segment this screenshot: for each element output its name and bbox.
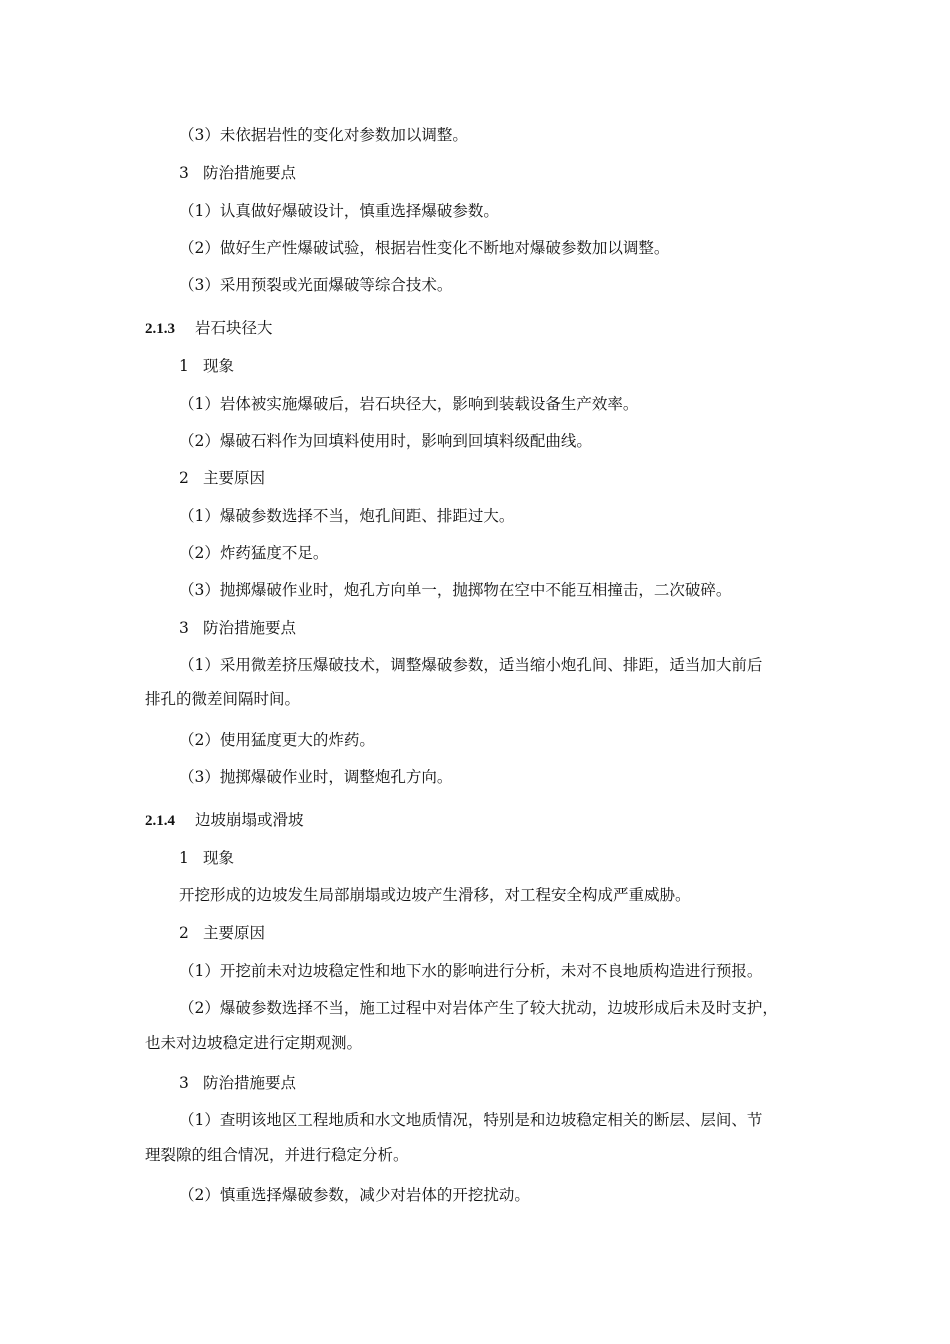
list-item: （3）抛掷爆破作业时，炮孔方向单一，抛掷物在空中不能互相撞击，二次破碎。 (179, 581, 732, 599)
section-heading: 2.1.3 岩石块径大 (145, 319, 273, 337)
list-item: （1）认真做好爆破设计，慎重选择爆破参数。 (179, 202, 499, 220)
list-item-continuation: 排孔的微差间隔时间。 (145, 690, 301, 708)
list-item: （1）开挖前未对边坡稳定性和地下水的影响进行分析，未对不良地质构造进行预报。 (179, 962, 763, 980)
subsection-heading: 3 防治措施要点 (179, 1074, 297, 1092)
list-item: （2）做好生产性爆破试验，根据岩性变化不断地对爆破参数加以调整。 (179, 239, 670, 257)
list-item: （1）岩体被实施爆破后，岩石块径大，影响到装载设备生产效率。 (179, 395, 639, 413)
list-item: （2）慎重选择爆破参数，减少对岩体的开挖扰动。 (179, 1186, 530, 1204)
list-item-continuation: 理裂隙的组合情况，并进行稳定分析。 (145, 1146, 409, 1164)
subsection-heading: 1 现象 (179, 849, 235, 867)
list-item: （1）采用微差挤压爆破技术，调整爆破参数，适当缩小炮孔间、排距，适当加大前后 (179, 656, 763, 674)
list-item: （2）炸药猛度不足。 (179, 544, 329, 562)
list-item: （1）爆破参数选择不当，炮孔间距、排距过大。 (179, 507, 515, 525)
list-item-continuation: 也未对边坡稳定进行定期观测。 (145, 1034, 363, 1052)
list-item: （1）查明该地区工程地质和水文地质情况，特别是和边坡稳定相关的断层、层间、节 (179, 1111, 763, 1129)
list-item: （2）爆破石料作为回填料使用时，影响到回填料级配曲线。 (179, 432, 592, 450)
list-item: （2）使用猛度更大的炸药。 (179, 731, 375, 749)
subsection-heading: 1 现象 (179, 357, 235, 375)
subsection-heading: 3 防治措施要点 (179, 619, 297, 637)
list-item: （3）未依据岩性的变化对参数加以调整。 (179, 126, 468, 144)
paragraph: 开挖形成的边坡发生局部崩塌或边坡产生滑移，对工程安全构成严重威胁。 (179, 886, 691, 904)
subsection-heading: 2 主要原因 (179, 469, 266, 487)
list-item: （3）采用预裂或光面爆破等综合技术。 (179, 276, 453, 294)
subsection-heading: 2 主要原因 (179, 924, 266, 942)
list-item: （2）爆破参数选择不当，施工过程中对岩体产生了较大扰动，边坡形成后未及时支护， (179, 999, 778, 1017)
list-item: （3）抛掷爆破作业时，调整炮孔方向。 (179, 768, 453, 786)
subsection-heading: 3 防治措施要点 (179, 164, 297, 182)
section-heading: 2.1.4 边坡崩塌或滑坡 (145, 811, 304, 829)
